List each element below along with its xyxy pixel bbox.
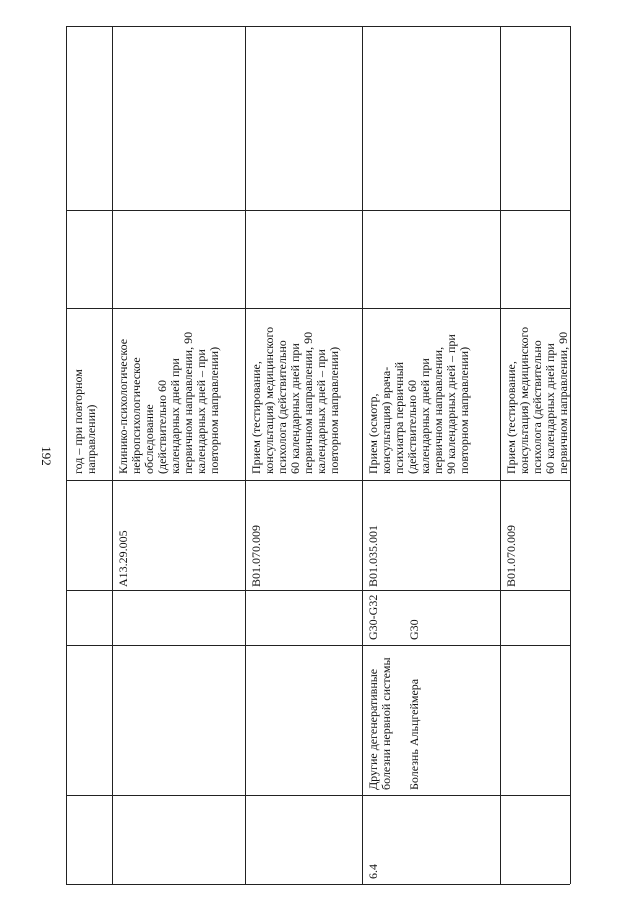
service-code-cell: B01.035.001 <box>366 524 380 587</box>
service-code-cell: B01.070.009 <box>504 524 518 587</box>
service-name-cell: Прием (тестирование, консультация) медицинского психолога (действительно 60 календарных дней при первичном направлении, 90 календарных дней – при повторном направлении) <box>249 326 341 474</box>
table-border <box>112 26 113 884</box>
table-border <box>570 26 571 884</box>
disease-cell: Болезнь Альцгеймера <box>407 678 421 790</box>
row-number-cell: 6.4 <box>366 864 380 879</box>
service-name-cell: Клинико-психологическое нейропсихологическое обследование (действительно 60 календарных дней при первичном направлении, 90 календарных дней – при повторном направлении) <box>116 331 221 474</box>
table-border <box>66 795 570 796</box>
table-border <box>500 26 501 884</box>
service-name-cell: Прием (осмотр, консультация) врача- психиатра первичный (действительно 60 календарных дней при первичном направлении, 90 календарных дней – при повторном направлении) <box>366 334 471 474</box>
service-name-cell: год – при повторном направлении) <box>71 369 98 474</box>
table-border <box>66 308 570 309</box>
page-number: 192 <box>39 446 54 466</box>
table-border <box>66 645 570 646</box>
disease-group-cell: Другие дегенеративные болезни нервной системы <box>366 657 393 790</box>
table-border <box>66 26 67 884</box>
disease-group-code-cell: G30-G32 <box>366 594 380 640</box>
table-border <box>66 884 570 885</box>
service-code-cell: B01.070.009 <box>249 524 263 587</box>
table-border <box>66 480 570 481</box>
table-border <box>66 210 570 211</box>
disease-code-cell: G30 <box>407 619 421 640</box>
table-border <box>66 26 570 27</box>
service-code-cell: A13.29.005 <box>116 530 130 587</box>
service-name-cell: Прием (тестирование, консультация) медицинского психолога (действительно 60 календарных дней при первичном направлении, 90 <box>504 326 570 474</box>
table-border <box>245 26 246 884</box>
table-border <box>362 26 363 884</box>
table-border <box>66 590 570 591</box>
